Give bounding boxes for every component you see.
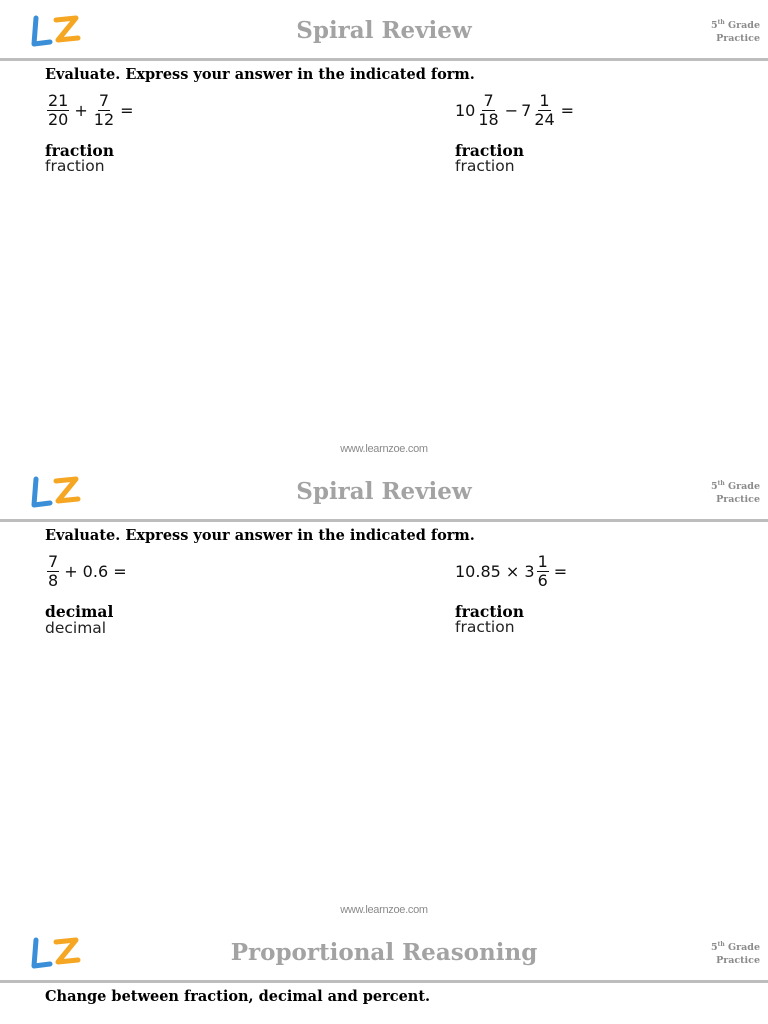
- website-footer: www.learnzoe.com: [340, 904, 428, 916]
- answer-form-label: fraction: [455, 141, 524, 160]
- problem-1-expression: $\frac{21}{20}$ + $\frac{7}{12}$ =: [48, 91, 134, 129]
- problem-2-expression: 10 $\frac{7}{18}$ − 7 $\frac{1}{24}$ =: [455, 91, 575, 129]
- website-footer: www.learnzoe.com: [340, 443, 428, 455]
- fraction: $\frac{7}{8}$: [48, 552, 59, 590]
- header-divider: [0, 519, 768, 522]
- answer-form-label: fraction: [45, 141, 114, 160]
- grade-label: 5th Grade Practice: [710, 941, 760, 967]
- answer-form-label: decimal: [45, 602, 114, 621]
- section-title: Spiral Review: [296, 478, 472, 505]
- fraction: $\frac{21}{20}$: [48, 91, 69, 129]
- instruction-text: Change between fraction, decimal and percent.: [45, 988, 431, 1005]
- answer-form-label: decimal: [45, 619, 107, 637]
- answer-form-label: fraction: [455, 157, 515, 175]
- fraction: $\frac{1}{6}$: [537, 552, 548, 590]
- fraction: $\frac{1}{24}$: [534, 91, 555, 129]
- answer-form-label: fraction: [45, 157, 105, 175]
- problem-4-expression: 10.85 × 3 $\frac{1}{6}$ =: [455, 552, 568, 590]
- grade-label: 5th Grade Practice: [710, 19, 760, 45]
- section-title: Spiral Review: [296, 17, 472, 44]
- problem-3-expression: $\frac{7}{8}$ + 0.6 =: [48, 552, 127, 590]
- instruction-text: Evaluate. Express your answer in the indicated form.: [45, 527, 475, 544]
- header-divider: [0, 980, 768, 983]
- instruction-text: Evaluate. Express your answer in the indicated form.: [45, 66, 475, 83]
- fraction: $\frac{7}{18}$: [478, 91, 499, 129]
- grade-label: 5th Grade Practice: [710, 480, 760, 506]
- section-title: Proportional Reasoning: [230, 939, 538, 966]
- answer-form-label: fraction: [455, 602, 524, 621]
- header-divider: [0, 58, 768, 61]
- fraction: $\frac{7}{12}$: [93, 91, 115, 129]
- answer-form-label: fraction: [455, 618, 515, 636]
